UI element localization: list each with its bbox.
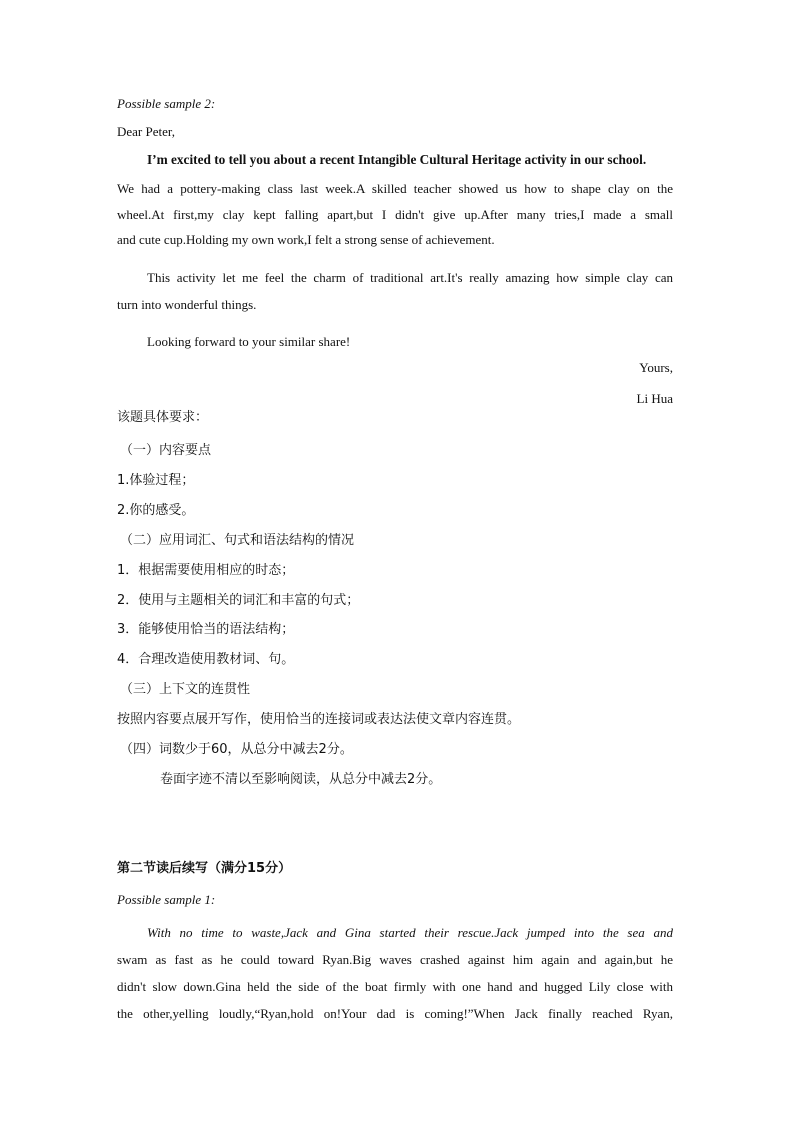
letter-p1-line1: I’m excited to tell you about a recent Intangible Cultural Heritage activity in our school. [147, 152, 647, 167]
continuation-line4: the other,yelling loudly,“Ryan,hold on!Your dad is coming!”When Jack finally reached Ryan, [117, 1006, 673, 1021]
letter-closing: Yours, [639, 360, 673, 375]
letter-greeting: Dear Peter, [117, 124, 175, 139]
requirement-item: 4．合理改造使用教材词、句。 [117, 652, 295, 667]
continuation-line3: didn't slow down.Gina held the side of the boat firmly with one hand and hugged Lily close with [117, 979, 673, 994]
requirement-section-4-note: 卷面字迹不清以至影响阅读，从总分中减去2分。 [160, 772, 442, 787]
requirement-section-1: （一）内容要点 [120, 443, 212, 458]
requirement-item: 2．使用与主题相关的词汇和丰富的句式； [117, 593, 360, 608]
requirement-section-3: （三）上下文的连贯性 [120, 682, 251, 697]
sample2-label: Possible sample 2: [117, 96, 216, 111]
continuation-line1: With no time to waste,Jack and Gina started their rescue.Jack jumped into the sea and [147, 925, 673, 940]
letter-p1-line4: and cute cup.Holding my own work,I felt a strong sense of achievement. [117, 232, 495, 247]
requirement-item: 3．能够使用恰当的语法结构； [117, 622, 295, 637]
requirement-item: 1.体验过程； [117, 473, 195, 488]
continuation-line2: swam as fast as he could toward Ryan.Big waves crashed against him again and again,but he [117, 952, 673, 967]
letter-p1-line2: We had a pottery-making class last week.A skilled teacher showed us how to shape clay on the [117, 181, 673, 196]
requirement-section-3-text: 按照内容要点展开写作，使用恰当的连接词或表达法使文章内容连贯。 [117, 712, 521, 727]
requirements-heading: 该题具体要求： [117, 410, 209, 425]
sample1-label: Possible sample 1: [117, 892, 216, 907]
requirement-section-4: （四）词数少于60，从总分中减去2分。 [120, 742, 353, 757]
letter-p1-line3: wheel.At first,my clay kept falling apart,but I didn't give up.After many tries,I made a small [117, 207, 673, 222]
letter-p2-line2: turn into wonderful things. [117, 297, 257, 312]
requirement-section-2: （二）应用词汇、句式和语法结构的情况 [120, 533, 355, 548]
letter-signature: Li Hua [636, 391, 673, 406]
letter-p2-line1: This activity let me feel the charm of traditional art.It's really amazing how simple clay can [147, 270, 673, 285]
section2-heading: 第二节读后续写（满分15分） [117, 861, 292, 876]
requirement-item: 2.你的感受。 [117, 503, 195, 518]
requirement-item: 1．根据需要使用相应的时态； [117, 563, 295, 578]
letter-p3: Looking forward to your similar share! [147, 334, 351, 349]
